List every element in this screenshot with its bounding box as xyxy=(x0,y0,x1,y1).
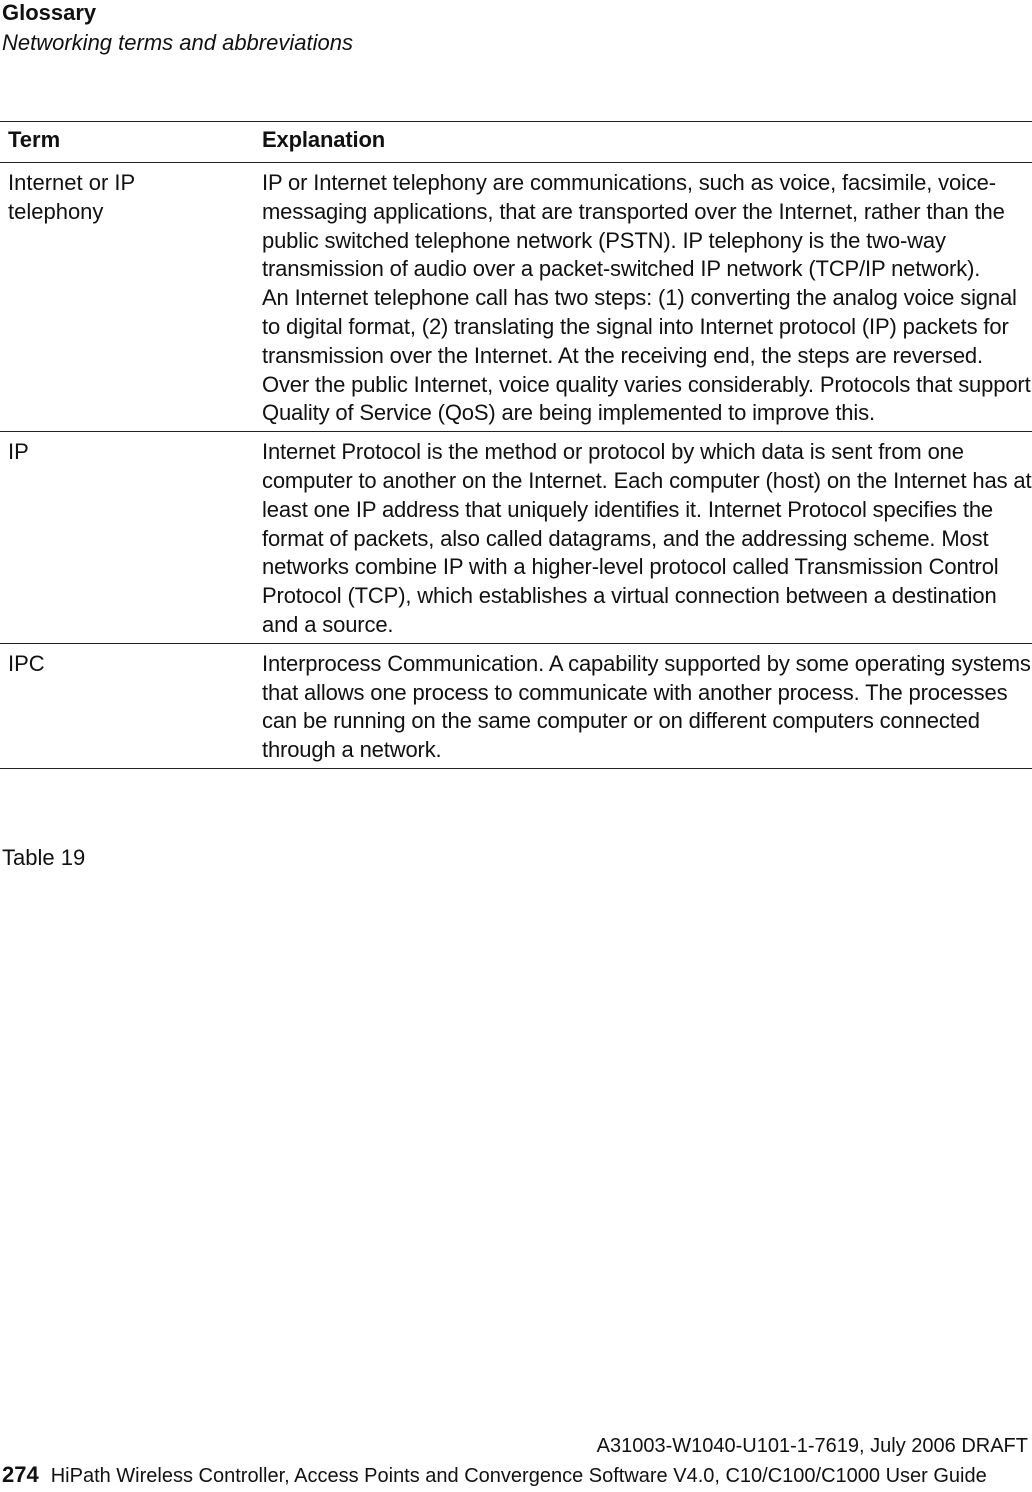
guide-title: HiPath Wireless Controller, Access Points and Convergence Software V4.0, C10/C100/C1000 User Guide xyxy=(50,1465,987,1487)
explanation-cell xyxy=(262,432,1032,643)
term-cell: IP xyxy=(8,439,29,465)
page-title: Glossary xyxy=(2,0,97,25)
table-caption: Table 19 xyxy=(2,845,86,870)
table-row xyxy=(0,431,1032,643)
explanation-paragraph: Interprocess Communication. A capability supported by some operating systems that allows one process to communicate with another process. The processes can be running on the same computer or on different computers connected through a network. xyxy=(262,650,1031,763)
term-cell: IPC xyxy=(8,650,45,676)
table-bottom-rule xyxy=(0,768,1032,769)
explanation-paragraph: An Internet telephone call has two steps: (1) converting the analog voice signal to digital format, (2) translating the signal into Internet protocol (IP) packets for transmission over the Internet. At the receiving end, the steps are reversed. Over the public Internet, voice quality varies considerably. Protocols that support Quality of Service (QoS) are being implemented to improve this. xyxy=(262,285,1031,426)
table-row xyxy=(0,162,1032,431)
footer xyxy=(2,1462,1028,1489)
page-number: 274 xyxy=(2,1462,39,1487)
footer-doc-id: A31003-W1040-U101-1-7619, July 2006 DRAFT xyxy=(596,1435,1028,1457)
explanation-cell xyxy=(262,644,1032,768)
explanation-paragraph: IP or Internet telephony are communications, such as voice, facsimile, voice-messaging applications, that are transported over the Internet, rather than the public switched telephone network (PSTN). IP telephony is the two-way transmission of audio over a packet-switched IP network (TCP/IP network). xyxy=(262,170,1005,282)
table-header-row xyxy=(0,121,1032,162)
column-header-explanation: Explanation xyxy=(262,127,386,152)
page-subtitle: Networking terms and abbreviations xyxy=(2,30,353,55)
column-header-term: Term xyxy=(8,127,61,152)
term-cell: Internet or IP telephony xyxy=(8,170,136,224)
explanation-paragraph: Internet Protocol is the method or protocol by which data is sent from one computer to another on the Internet. Each computer (host) on the Internet has at least one IP address that uniquely identifies it. Internet Protocol specifies the format of packets, also called datagrams, and the addressing scheme. Most networks combine IP with a higher-level protocol called Transmission Control Protocol (TCP), which establishes a virtual connection between a destination and a source. xyxy=(262,439,1032,637)
glossary-table xyxy=(0,121,1032,769)
table-row xyxy=(0,643,1032,768)
explanation-cell xyxy=(262,163,1032,431)
